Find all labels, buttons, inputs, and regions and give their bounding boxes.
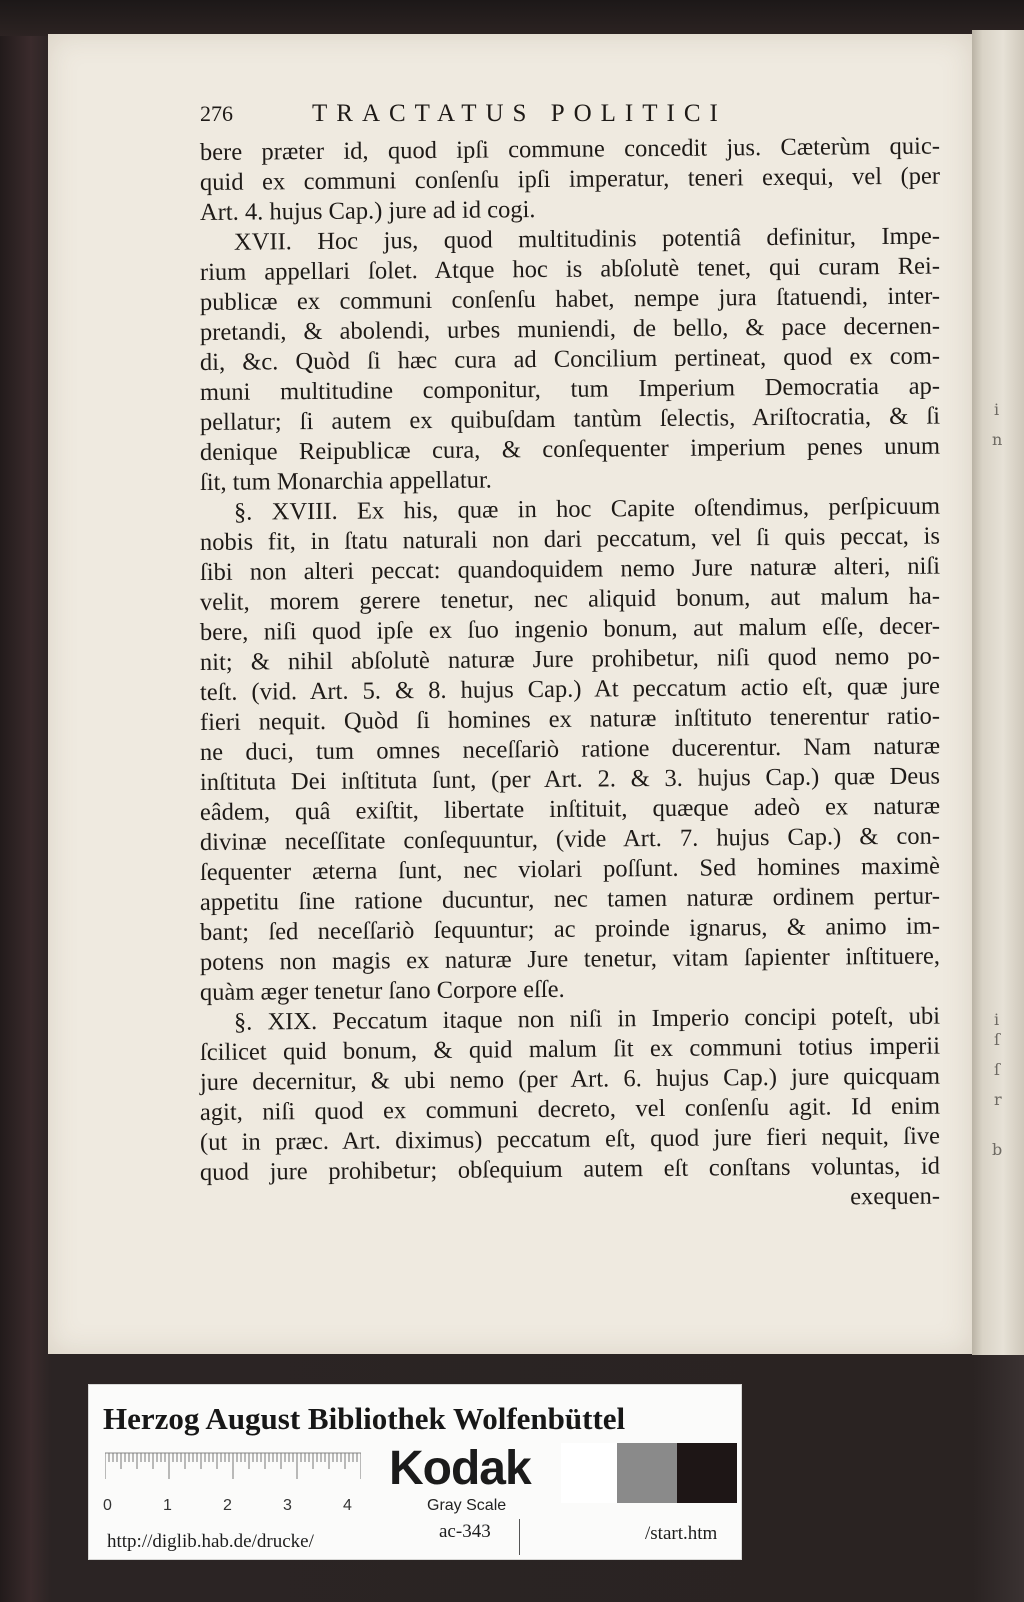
text-line: nit; & nihil abſolutè naturæ Jure prohibetur, niſi quod nemo po- — [199, 642, 941, 676]
library-title: Herzog August Bibliothek Wolfenbüttel — [103, 1401, 626, 1436]
catchword: exequen- — [850, 1182, 941, 1211]
text-line: Art. 4. hujus Cap.) jure ad id cogi. — [199, 196, 536, 226]
edge-glyph: r — [994, 1090, 1002, 1109]
facing-page-edge — [972, 30, 1024, 1355]
kodak-logo: Kodak — [389, 1442, 531, 1495]
text-line: ſequenter æterna ſunt, nec violari poſſunt. Sed homines maximè — [199, 852, 941, 886]
text-line: ne duci, tum omnes neceſſariò ratione ducerentur. Nam naturæ — [199, 732, 941, 766]
text-line: velit, morem gerere tenetur, nec aliquid bonum, aut malum ha- — [199, 582, 941, 616]
url-right: /start.htm — [645, 1523, 718, 1544]
ruler-number: 3 — [283, 1497, 292, 1514]
gray-patch-black — [677, 1443, 737, 1503]
text-line: nobis fit, in ſtatu naturali non dari peccatum, vel ſi quis peccat, is — [199, 522, 941, 556]
text-line: divinæ neceſſitate conſequuntur, (vide Art. 7. hujus Cap.) & con- — [199, 822, 941, 856]
text-line: bant; ſed neceſſariò ſequuntur; ac proinde ignarus, & animo im- — [199, 912, 941, 946]
code-divider — [519, 1519, 520, 1555]
ruler-number: 4 — [343, 1497, 352, 1514]
ruler — [105, 1451, 361, 1481]
text-line: rium appellari ſolet. Atque hoc is abſolutè tenet, qui curam Rei- — [199, 252, 941, 286]
edge-glyph: b — [992, 1140, 1003, 1159]
text-line: di, &c. Quòd ſi hæc cura ad Concilium pertineat, quod ex com- — [199, 342, 941, 376]
color-target — [88, 1384, 742, 1560]
gray-patch-white — [561, 1443, 617, 1503]
text-line: muni multitudine componitur, tum Imperium Democratia ap- — [199, 372, 941, 406]
text-line: inſtituta Dei inſtituta ſunt, (per Art. 2. & 3. hujus Cap.) quæ Deus — [199, 762, 941, 796]
text-line: §. XIX. Peccatum itaque non niſi in Imperio concipi poteſt, ubi — [233, 1002, 941, 1036]
text-line: quàm æger tenetur ſano Corpore eſſe. — [199, 975, 565, 1006]
text-line: ſit, tum Monarchia appellatur. — [199, 466, 492, 496]
text-line: eâdem, quâ exiſtit, libertate inſtituit, quæque adeò ex naturæ — [199, 792, 941, 826]
text-line: ſcilicet quid bonum, & quid malum ſit ex communi totius imperii — [199, 1032, 941, 1066]
edge-glyph: ſ — [994, 1060, 1000, 1079]
text-line: bere præter id, quod ipſi commune concedit jus. Cæterùm quic- — [199, 132, 941, 166]
top-shadow — [0, 0, 1024, 36]
text-line: jure decernitur, & ubi nemo (per Art. 6. hujus Cap.) jure quicquam — [199, 1062, 941, 1096]
page-number: 276 — [200, 101, 233, 126]
text-line: quid ex communi conſenſu ipſi imperatur, teneri exequi, vel (per — [199, 162, 941, 196]
running-head-title: TRACTATUS POLITICI — [312, 100, 727, 127]
text-line: fieri nequit. Quòd ſi homines ex naturæ inſtituto tenerentur ratio- — [199, 702, 941, 736]
shelfmark-code: ac-343 — [439, 1521, 491, 1542]
text-line: pellatur; ſi autem ex quibuſdam tantùm ſelectis, Ariſtocratia, & ſi — [199, 402, 941, 436]
edge-glyph: i — [994, 1010, 1000, 1029]
text-line: bere, niſi quod ipſe ex ſuo ingenio bonum, aut malum eſſe, decer- — [199, 612, 941, 646]
gray-patch-mid — [617, 1443, 677, 1503]
edge-glyph: ſ — [994, 1030, 1000, 1049]
text-line: denique Reipublicæ cura, & conſequenter imperium penes unum — [199, 432, 941, 466]
url-left: http://diglib.hab.de/drucke/ — [107, 1531, 314, 1552]
text-line: publicæ ex communi conſenſu habet, nempe jura ſtatuendi, inter- — [199, 282, 941, 316]
text-line: pretandi, & abolendi, urbes muniendi, de bello, & pace decernen- — [199, 312, 941, 346]
ruler-number: 1 — [163, 1497, 172, 1514]
gray-scale-label: Gray Scale — [427, 1497, 507, 1514]
edge-glyph: n — [992, 430, 1003, 449]
text-line: ſibi non alteri peccat: quandoquidem nemo Jure naturæ alteri, niſi — [199, 552, 941, 586]
text-line: XVII. Hoc jus, quod multitudinis potentiâ definitur, Impe- — [233, 222, 941, 256]
text-line: §. XVIII. Ex his, quæ in hoc Capite oſtendimus, perſpicuum — [233, 492, 941, 526]
ruler-number: 0 — [103, 1497, 112, 1514]
text-line: agit, niſi quod ex communi decreto, vel conſenſu agit. Id enim — [199, 1092, 941, 1126]
text-line: potens non magis ex naturæ Jure tenetur, vitam ſapienter inſtituere, — [199, 942, 941, 976]
ruler-number: 2 — [223, 1497, 232, 1514]
text-line: (ut in præc. Art. diximus) peccatum eſt, quod jure fieri nequit, ſive — [199, 1122, 941, 1156]
edge-glyph: i — [994, 400, 1000, 419]
text-line: quod jure prohibetur; obſequium autem eſt conſtans voluntas, id — [199, 1152, 941, 1186]
text-line: teſt. (vid. Art. 5. & 8. hujus Cap.) At peccatum actio eſt, quæ jure — [199, 672, 941, 706]
page-text — [200, 100, 940, 1218]
text-line: appetitu ſine ratione ducuntur, nec tamen naturæ ordinem pertur- — [199, 882, 941, 916]
text-lines — [199, 132, 941, 1188]
